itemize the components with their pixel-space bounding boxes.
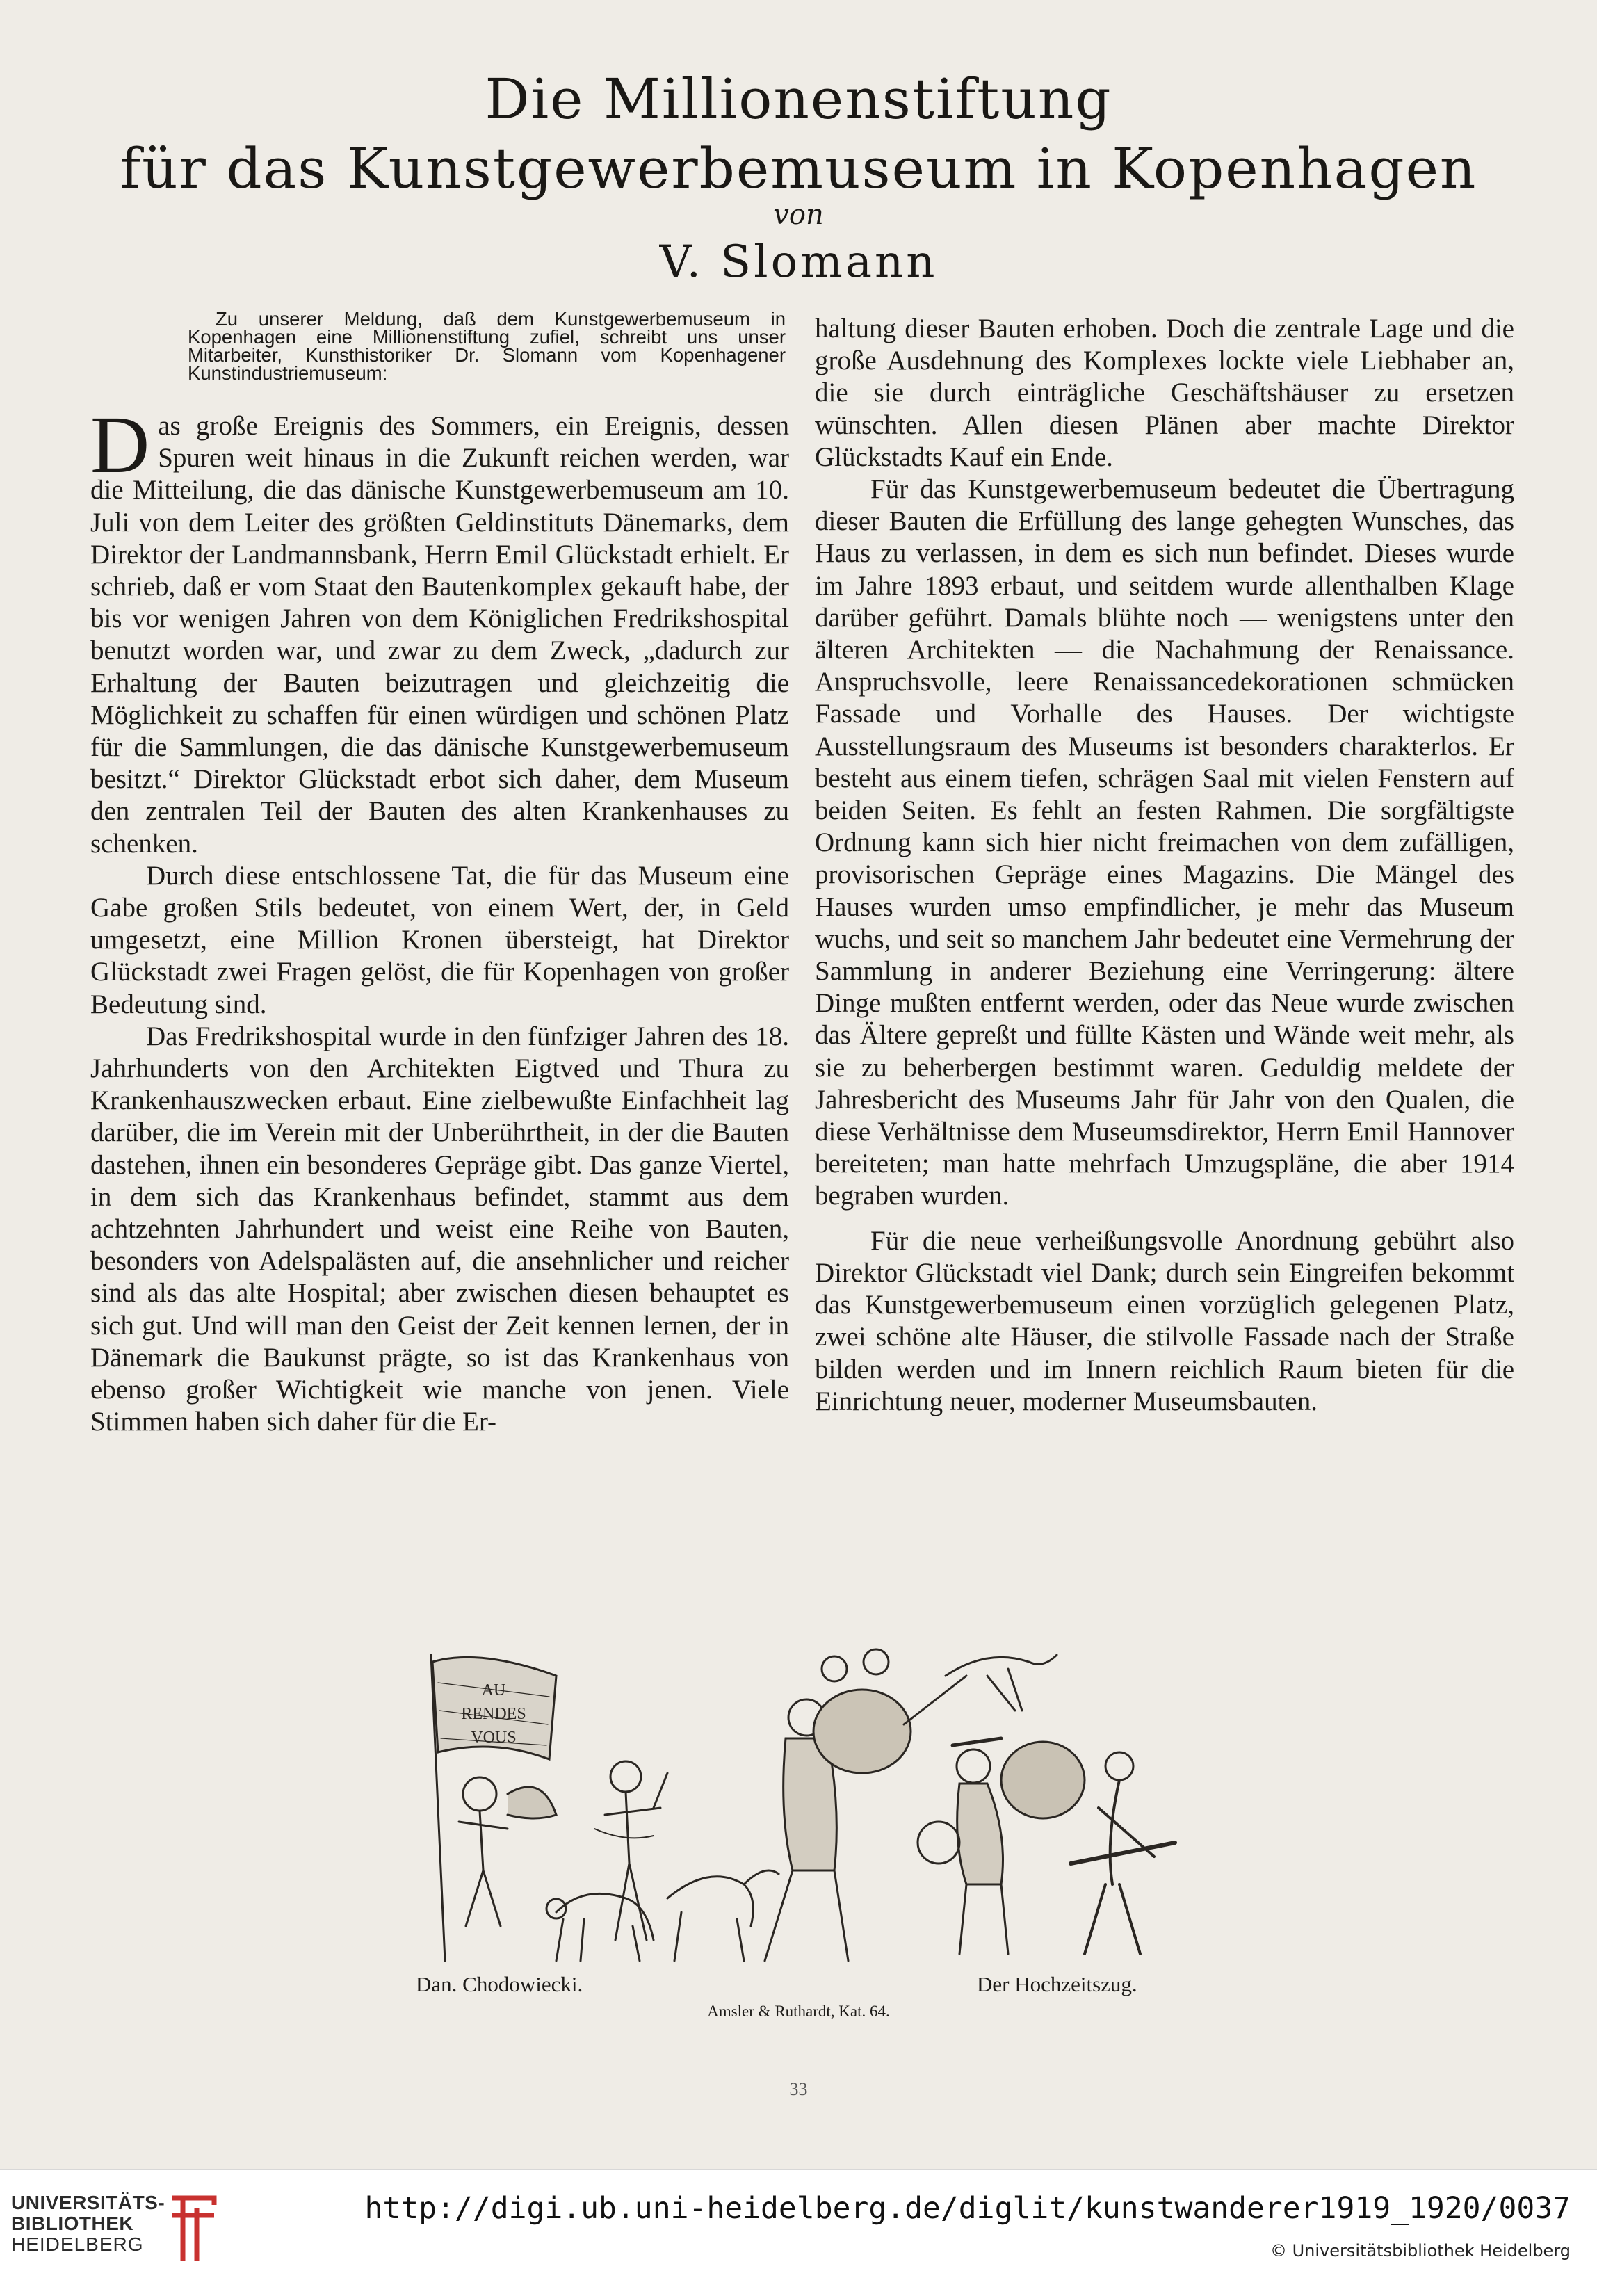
drop-cap: D <box>90 399 150 490</box>
editorial-intro: Zu unserer Meldung, daß dem Kunstgewerbemuseum in Kopenhagen eine Millionenstiftung zufiel, schreibt uns unser Mitarbeiter, Kunsthistoriker Dr. Slomann vom Kopenhagener Kunstindustriemuseum: <box>188 308 786 384</box>
article-title-line2: für das Kunstgewerbemuseum in Kopenhagen <box>120 136 1477 201</box>
source-url-link[interactable]: http://digi.ub.uni-heidelberg.de/diglit/kunstwanderer1919_1920/0037 <box>364 2191 1571 2226</box>
caption-title: Der Hochzeitszug. <box>977 1972 1137 1996</box>
right-paragraph-3: Für die neue verheißungsvolle Anordnung gebührt also Direktor Glückstadt viel Dank; durch sein Eingreifen bekommt das Kunstgewerbemuseum einen vorzüglich gelegenen Platz, zwei schöne alte Häuser, die stilvolle Fassade nach der Straße bilden werden und im Innern reichlich Raum bieten für die Einrichtung neuer, moderner Museumsbauten. <box>815 1225 1514 1416</box>
article-title-line1: Die Millionenstiftung <box>485 67 1112 131</box>
logo-line-1: UNIVERSITÄTS- <box>11 2192 165 2213</box>
wedding-procession-engraving <box>417 1634 1182 1968</box>
library-logo-icon[interactable] <box>165 2191 221 2267</box>
author-name: V. Slomann <box>659 236 938 288</box>
byline-von: von <box>773 199 824 231</box>
left-column <box>90 399 789 1439</box>
left-paragraph-1 <box>90 399 789 860</box>
logo-line-2: BIBLIOTHEK <box>11 2213 134 2234</box>
banner-text-au: AU <box>481 1681 506 1699</box>
right-paragraph-1: haltung dieser Bauten erhoben. Doch die zentrale Lage und die große Ausdehnung des Komplexes lockte viele Liebhaber an, die sie durch einträgliche Geschäftshäuser zu ersetzen wünschten. Allen diesen Plänen aber machte Direktor Glückstadts Kauf ein Ende. <box>815 314 1514 472</box>
caption-artist: Dan. Chodowiecki. <box>416 1972 583 1996</box>
banner-text-vous: VOUS <box>471 1729 517 1747</box>
banner-text-rendes: RENDES <box>461 1705 526 1723</box>
page-number: 33 <box>789 2079 808 2099</box>
library-footer <box>0 2169 1597 2296</box>
right-paragraph-2: Für das Kunstgewerbemuseum bedeutet die Übertragung dieser Bauten die Erfüllung des lange gehegten Wunsches, das Haus zu verlassen, in dem es sich nun befindet. Dieses wurde im Jahre 1893 erbaut, und seitdem wurde allenthalben Klage darüber geführt. Damals blühte noch — wenigstens unter den älteren Architekten — die Nachahmung der Renaissance. Anspruchsvolle, leere Renaissancedekorationen schmücken Fassade und Vorhalle des Hauses. Der wichtigste Ausstellungsraum des Museums ist besonders charakterlos. Er besteht aus einem tiefen, schrägen Saal mit vielen Fenstern auf beiden Seiten. Es fehlt an festen Rahmen. Die sorgfältigste Ordnung kann sich hier nicht freimachen von dem zufälligen, provisorischen Gepräge eines Magazins. Die Mängel des Hauses wurden umso empfindlicher, je mehr das Museum wuchs, und seit so manchem Jahr bedeutet eine Vermehrung der Sammlung in anderer Beziehung eine Verringerung: ältere Dinge mußten entfernt werden, oder das Neue wurde zwischen das Ältere gepreßt und füllte Kästen und Wände weit mehr, als sie zu beherbergen bestimmt waren. Geduldig meldete der Jahresbericht des Museums Jahr für Jahr von den Qualen, die diese Verhältnisse dem Museumsdirektor, Herrn Emil Hannover bereiteten; man hatte mehrfach Umzugspläne, die aber 1914 begraben wurden. <box>815 474 1514 1211</box>
image-credit: Amsler & Ruthardt, Kat. 64. <box>707 2003 890 2020</box>
library-logo-text[interactable] <box>11 2192 178 2255</box>
left-paragraph-3: Das Fredrikshospital wurde in den fünfziger Jahren des 18. Jahrhunderts von den Architekten Eigtved und Thura zu Krankenhauszwecken erbaut. Eine zielbewußte Einfachheit lag darüber, die im Verein mit der Unberührtheit, in der die Bauten dastehen, ihnen ein besonderes Gepräge gibt. Das ganze Viertel, in dem sich das Krankenhaus befindet, stammt aus dem achtzehnten Jahrhundert und weist eine Reihe von Bauten, besonders von Adelspalästen auf, die ansehnlicher und reicher sind als das alte Hospital; aber zwischen diesen behauptet es sich gut. Und will man den Geist der Zeit kennen lernen, der in Dänemark die Baukunst prägte, so ist das Krankenhaus von ebenso großer Wichtigkeit wie manche von jenen. Viele Stimmen haben sich daher für die Er- <box>90 1021 789 1437</box>
copyright-notice: © Universitätsbibliothek Heidelberg <box>1270 2241 1571 2261</box>
left-paragraph-1-text: as große Ereignis des Sommers, ein Ereignis, dessen Spuren weit hinaus in die Zukunft reichen werden, war die Mitteilung, die das dänische Kunstgewerbemuseum am 10. Juli von dem Leiter des größten Geldinstituts Dänemarks, dem Direktor der Landmannsbank, Herrn Emil Glückstadt erhielt. Er schrieb, daß er vom Staat den Bautenkomplex gekauft habe, der bis vor wenigen Jahren von dem Königlichen Fredrikshospital benutzt worden war, und zwar zu dem Zweck, „dadurch zur Erhaltung der Bauten beizutragen und gleichzeitig die Möglichkeit zu schaffen für einen würdigen und schönen Platz für die Sammlungen, die das dänische Kunstgewerbemuseum besitzt.“ Direktor Glückstadt erbot sich daher, dem Museum den zentralen Teil der Bauten des alten Krankenhauses zu schenken. <box>90 411 789 859</box>
left-paragraph-2: Durch diese entschlossene Tat, die für das Museum eine Gabe großen Stils bedeutet, von einem Wert, der, in Geld umgesetzt, eine Million Kronen übersteigt, hat Direktor Glückstadt zwei Fragen gelöst, die für Kopenhagen von großer Bedeutung sind. <box>90 860 789 1019</box>
right-column <box>815 313 1514 1418</box>
logo-line-3: HEIDELBERG <box>11 2233 144 2255</box>
